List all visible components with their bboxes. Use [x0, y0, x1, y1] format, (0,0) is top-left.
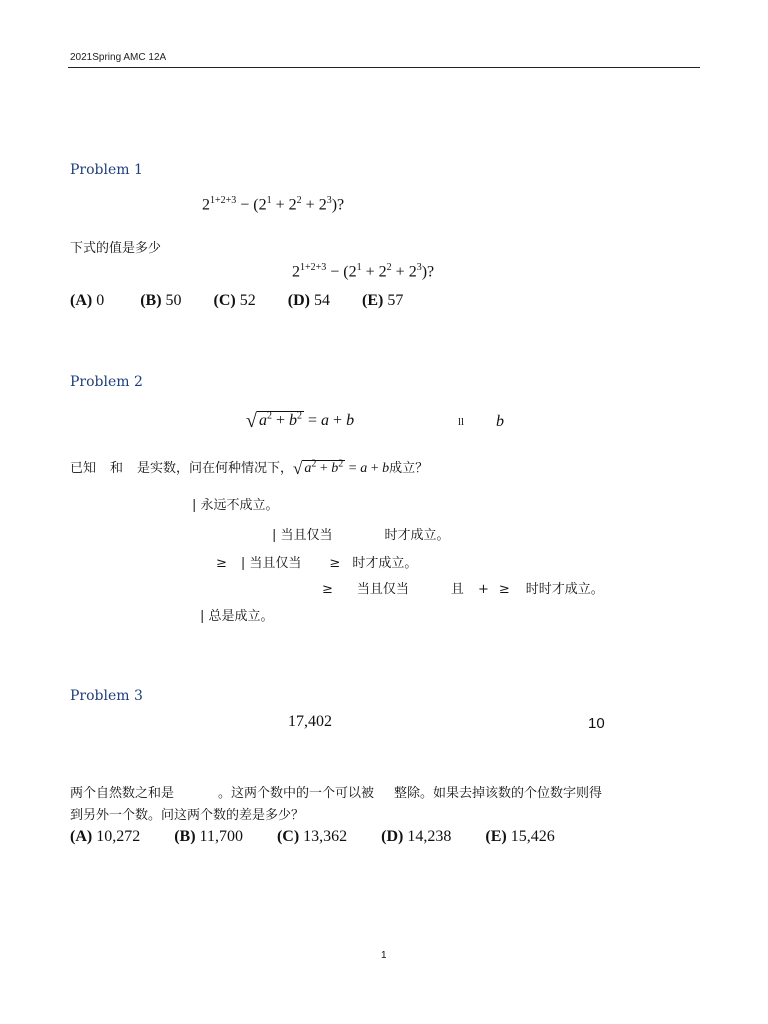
choice-a[interactable]: (A) 10,272	[70, 828, 141, 845]
page-number: 1	[381, 950, 387, 961]
problem-2-option-2[interactable]: | 当且仅当 时才成立。	[272, 528, 450, 543]
page-header: 2021Spring AMC 12A	[70, 52, 167, 63]
problem-2-title: Problem 2	[70, 374, 143, 390]
choice-e[interactable]: (E) 15,426	[485, 828, 555, 845]
choice-c[interactable]: (C) 13,362	[276, 828, 348, 845]
header-rule	[68, 67, 700, 68]
problem-3-sum: 17,402	[288, 713, 332, 730]
problem-3-text-line-2: 到另外一个数。问这两个数的差是多少？	[70, 808, 305, 823]
problem-2-option-5[interactable]: | 总是成立。	[200, 609, 274, 624]
problem-1-title: Problem 1	[70, 162, 143, 178]
choice-d[interactable]: (D) 14,238	[381, 828, 452, 845]
problem-1-formula: $2^{1+2+3} - (2^1 + 2^2 + 2^3)$?	[202, 195, 345, 214]
problem-3-text-line-1: 两个自然数之和是 。这两个数中的一个可以被 整除。如果去掉该数的个位数字则得	[70, 786, 603, 801]
choice-e[interactable]: (E) 57	[361, 292, 404, 309]
problem-2-option-4[interactable]: ≥ 当且仅当 且 + ≥ 时时才成立。	[322, 582, 604, 597]
choice-d[interactable]: (D) 54	[287, 292, 330, 309]
choice-c[interactable]: (C) 52	[213, 292, 256, 309]
choice-b[interactable]: (B) 11,700	[174, 828, 243, 845]
problem-3-choices	[70, 828, 555, 846]
choice-b[interactable]: (B) 50	[140, 292, 182, 309]
choice-a[interactable]: (A) 0	[70, 292, 105, 309]
problem-1-formula-cn: $2^{1+2+3} - (2^1 + 2^2 + 2^3)$?	[292, 262, 435, 281]
stray-symbol-a: ll	[458, 416, 465, 428]
problem-3-divisor: 10	[588, 715, 605, 732]
problem-2-option-3[interactable]: ≥ | 当且仅当 ≥ 时才成立。	[216, 556, 418, 571]
problem-1-choices	[70, 292, 403, 310]
problem-2-question: 已知 和 是实数，问在何种情况下，√ $a^2 + b^2 = a + b$成立？	[70, 458, 429, 478]
problem-1-question: 下式的值是多少	[70, 241, 162, 256]
problem-2-formula: √ $a^2 + b^2 = a + b$	[246, 410, 355, 432]
stray-symbol-b: b	[496, 413, 504, 430]
problem-2-option-1[interactable]: | 永远不成立。	[192, 498, 279, 513]
problem-3-title: Problem 3	[70, 688, 143, 704]
